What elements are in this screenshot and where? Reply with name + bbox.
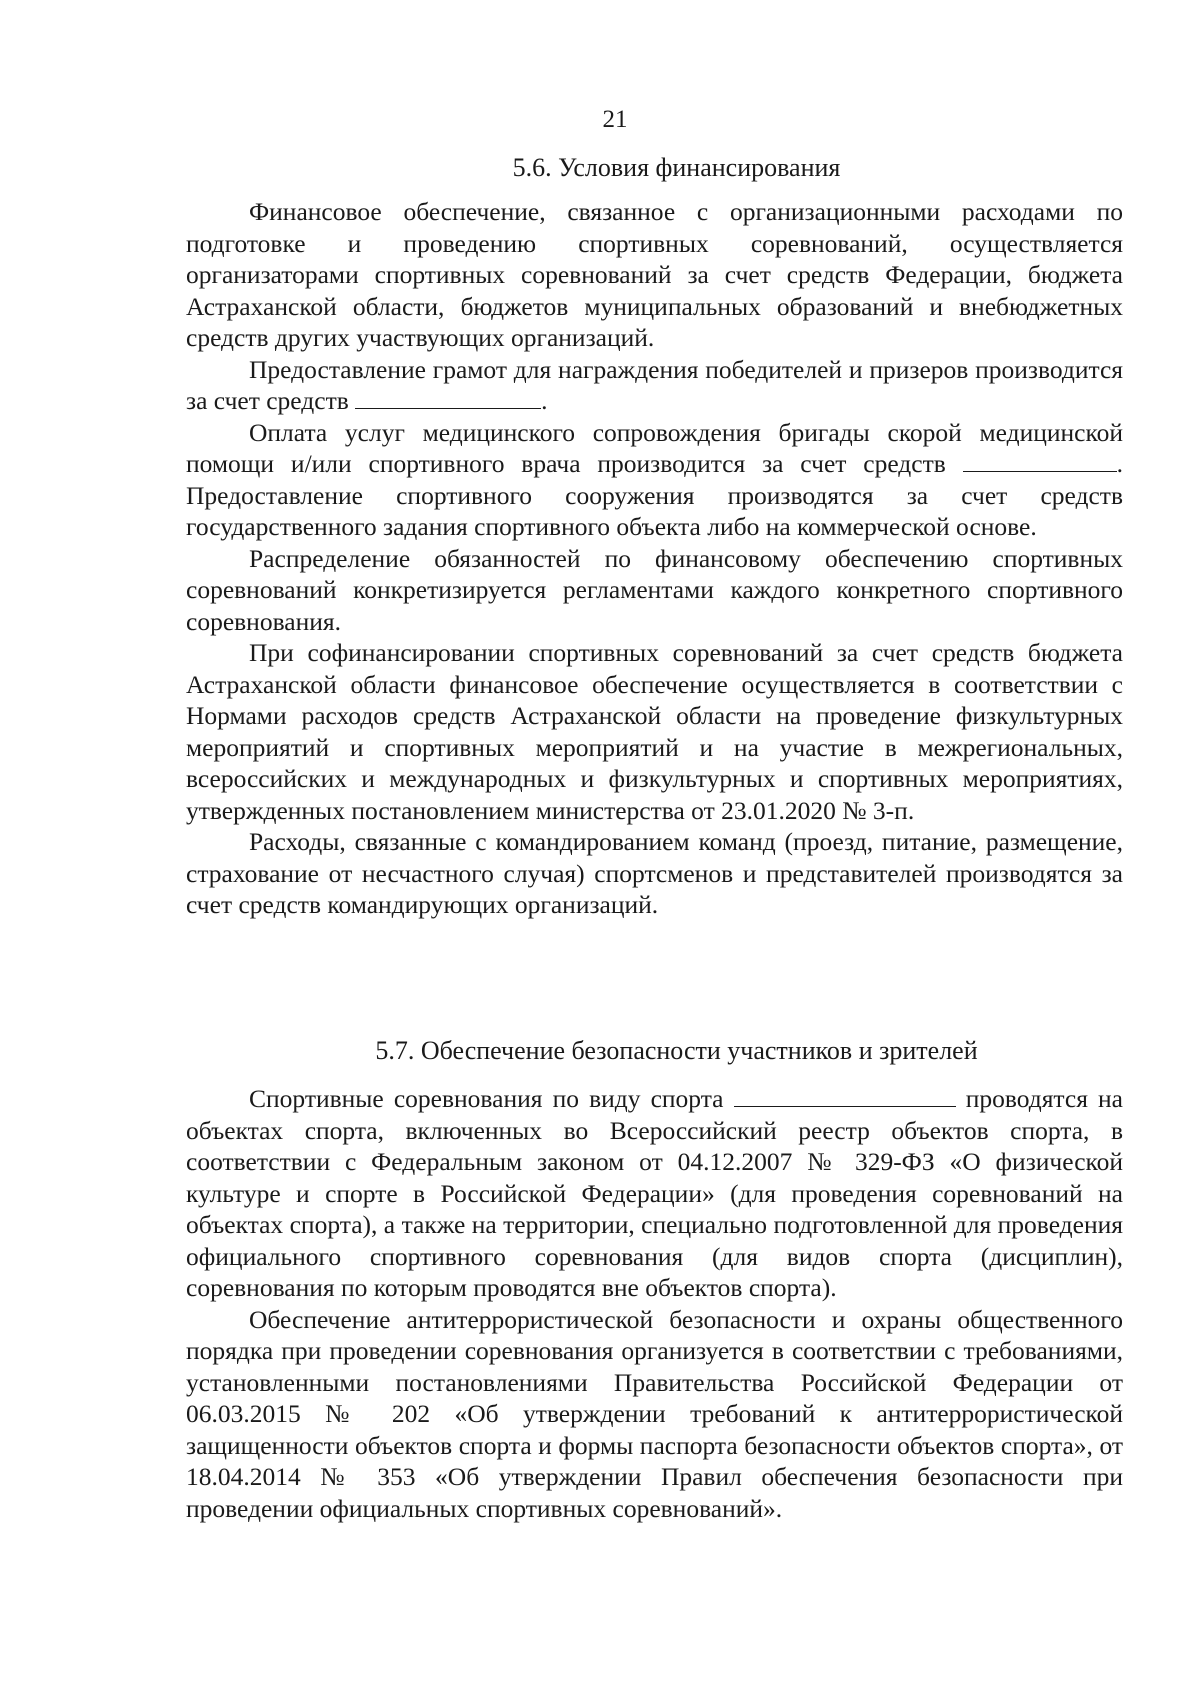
paragraph-medical: [186, 417, 1123, 543]
financing-section: [186, 153, 1123, 921]
paragraph-venues-text: Спортивные соревнования по виду спорта: [249, 1084, 734, 1113]
section-heading-financing: 5.6. Условия финансирования: [512, 153, 841, 182]
blank-field-certificates-source: [355, 386, 541, 409]
paragraph-certificates-end: .: [541, 386, 548, 415]
paragraph-distribution: Распределение обязанностей по финансовому обеспечению спортивных соревнований конкретизируется регламентами каждого конкретного спортивного соревнования.: [186, 543, 1123, 636]
paragraph-certificates-text: Предоставление грамот для награждения победителей и призеров производится за счет средств: [186, 354, 1123, 415]
paragraph-cofinancing: При софинансировании спортивных соревнований за счет средств бюджета Астраханской области финансовое обеспечение осуществляется в соответствии с Нормами расходов средств Астраханской области на проведение физкультурных мероприятий и спортивных мероприятий и на участие в межрегиональных, всероссийских и международных и физкультурных и спортивных мероприятиях, утвержденных постановлением министерства от 23.01.2020 № 3-п.: [186, 638, 1123, 825]
safety-section: [186, 1036, 1123, 1524]
paragraph-antiterror: Обеспечение антитеррористической безопасности и охраны общественного порядка при проведении соревнования организуется в соответствии с требованиями, установленными постановлениями Правительства Российской Федерации от 06.03.2015 № 202 «Об утверждении требований к антитеррористической защищенности объектов спорта и формы паспорта безопасности объектов спорта», от 18.04.2014 № 353 «Об утверждении Правил обеспечения безопасности при проведении официальных спортивных соревнований».: [186, 1304, 1123, 1523]
paragraph-certificates: [186, 354, 1123, 417]
paragraph-travel-expenses: Расходы, связанные с командированием команд (проезд, питание, размещение, страхование от несчастного случая) спортсменов и представителей производятся за счет средств командирующих организаций.: [186, 827, 1123, 919]
paragraph-medical-end: . Предоставление спортивного сооружения производятся за счет средств государственного задания спортивного объекта либо на коммерческой основе.: [186, 449, 1123, 541]
paragraph-venues-end: проводятся на объектах спорта, включенных во Всероссийский реестр объектов спорта, в соответствии с Федеральным законом от 04.12.2007 № 329-ФЗ «О физической культуре и спорте в Российской Федерации» (для проведения соревнований на объектах спорта), а также на территории, специально подготовленной для проведения официального спортивного соревнования (для видов спорта (дисциплин), соревнования по которым проводятся вне объектов спорта).: [186, 1084, 1123, 1302]
blank-field-medical-source: [963, 449, 1117, 472]
paragraph-medical-text: Оплата услуг медицинского сопровождения бригады скорой медицинской помощи и/или спортивного врача производится за счет средств: [186, 417, 1123, 478]
page-number: 21: [602, 106, 628, 133]
section-heading-safety: 5.7. Обеспечение безопасности участников и зрителей: [375, 1036, 978, 1065]
paragraph-financial-support: Финансовое обеспечение, связанное с организационными расходами по подготовке и проведению спортивных соревнований, осуществляется организаторами спортивных соревнований за счет средств Федерации, бюджета Астраханской области, бюджетов муниципальных образований и внебюджетных средств других участвующих организаций.: [186, 197, 1123, 352]
paragraph-venues: [186, 1083, 1123, 1304]
blank-field-sport-type: [734, 1084, 956, 1107]
